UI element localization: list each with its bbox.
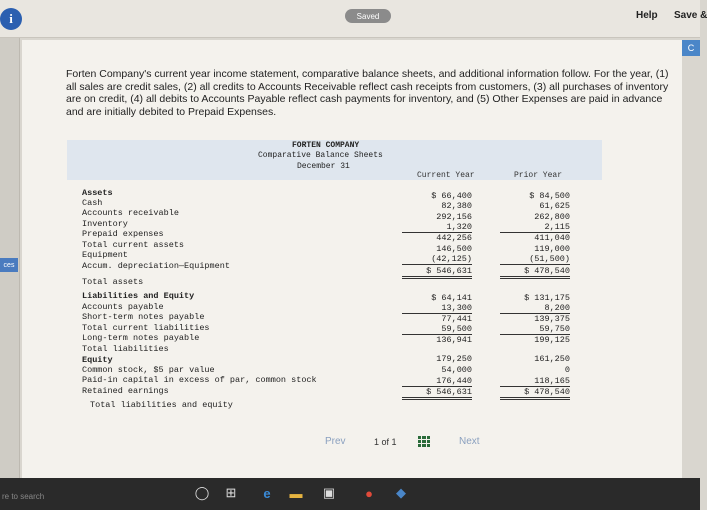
row-label: Equipment (82, 250, 128, 260)
prior-value: 262,800 (534, 212, 570, 222)
row-label: Long-term notes payable (82, 333, 200, 343)
prior-value: 199,125 (534, 335, 570, 345)
row-label: Total liabilities and equity (90, 400, 233, 410)
row-label: Accounts receivable (82, 208, 179, 218)
current-value: $ 546,631 (402, 266, 472, 279)
left-side-panel (0, 38, 20, 478)
question-intro-text: Forten Company's current year income statement, comparative balance sheets, and additional information follow. For the year, (1) all sales are credit sales, (2) all credits to Accounts Receivable reflect cash receipts from customers, (3) all purchases of inventory are on credit, (4) all debits to Accounts Payable reflect cash payments for inventory, and (5) Other Expenses are paid in advance and are initially debited to Prepaid Expenses. (66, 68, 669, 118)
column-header-current-year: Current Year (417, 171, 475, 180)
prior-value: 0 (564, 365, 570, 375)
check-my-work-button[interactable]: C (682, 40, 700, 56)
prior-value: $ 478,540 (500, 266, 570, 279)
section-equity: Equity (82, 355, 113, 365)
current-value: $ 64,141 (431, 293, 472, 303)
references-tab[interactable]: ces (0, 258, 18, 272)
current-value: 82,380 (441, 201, 472, 211)
page-indicator: 1 of 1 (374, 437, 397, 447)
os-taskbar (0, 478, 700, 510)
prior-value: $ 478,540 (500, 387, 570, 400)
next-button[interactable]: Next (459, 436, 480, 447)
current-value: 442,256 (436, 233, 472, 243)
saved-status-badge: Saved (345, 9, 391, 23)
task-view-icon[interactable]: ⊞ (225, 485, 237, 500)
current-value: 59,500 (402, 324, 472, 335)
taskbar-search-input[interactable]: re to search (2, 491, 45, 501)
current-value: $ 546,631 (402, 387, 472, 400)
prior-value: 2,115 (500, 222, 570, 233)
file-explorer-icon[interactable]: ▬ (289, 485, 303, 501)
row-label: Accum. depreciation—Equipment (82, 261, 230, 271)
prior-value: 119,000 (534, 244, 570, 254)
row-label: Common stock, $5 par value (82, 365, 215, 375)
prior-value: 59,750 (500, 324, 570, 335)
row-label: Short-term notes payable (82, 312, 205, 322)
top-toolbar (0, 0, 707, 38)
prior-value: (51,500) (500, 254, 570, 265)
statement-date: December 31 (297, 162, 350, 171)
section-liabilities-equity: Liabilities and Equity (82, 291, 195, 301)
row-label: Total current liabilities (82, 323, 210, 333)
cortana-icon[interactable]: ◯ (194, 485, 210, 500)
chrome-icon[interactable]: ● (365, 485, 373, 501)
row-label: Total liabilities (82, 344, 169, 354)
prior-value: 139,375 (534, 314, 570, 324)
current-value: 77,441 (441, 314, 472, 324)
info-icon[interactable]: i (0, 8, 22, 30)
prior-value: 161,250 (534, 354, 570, 364)
statement-title: Comparative Balance Sheets (258, 151, 383, 160)
app-icon[interactable]: ◆ (396, 485, 406, 500)
prior-value: $ 131,175 (524, 293, 570, 303)
current-value: $ 66,400 (431, 191, 472, 201)
edge-browser-icon[interactable]: e (263, 485, 271, 501)
current-value: 176,440 (402, 376, 472, 387)
current-value: 292,156 (436, 212, 472, 222)
row-label: Paid-in capital in excess of par, common stock (82, 375, 317, 385)
help-button[interactable]: Help (636, 10, 658, 21)
prior-value: 118,165 (500, 376, 570, 387)
prior-value: 8,200 (500, 303, 570, 314)
row-label: Accounts payable (82, 302, 164, 312)
row-label: Inventory (82, 219, 128, 229)
prev-button[interactable]: Prev (325, 436, 346, 447)
current-value: 136,941 (436, 335, 472, 345)
row-label: Cash (82, 198, 103, 208)
current-value: (42,125) (402, 254, 472, 265)
current-value: 13,300 (402, 303, 472, 314)
row-label: Retained earnings (82, 386, 169, 396)
prior-value: 61,625 (539, 201, 570, 211)
current-value: 1,320 (402, 222, 472, 233)
prior-value: 411,040 (534, 233, 570, 243)
row-label: Prepaid expenses (82, 229, 164, 239)
current-value: 146,500 (436, 244, 472, 254)
column-header-prior-year: Prior Year (514, 171, 563, 180)
question-content (22, 40, 682, 478)
row-label: Total current assets (82, 240, 185, 250)
current-value: 179,250 (436, 354, 472, 364)
row-label: Total assets (82, 277, 144, 287)
company-name: FORTEN COMPANY (292, 141, 360, 150)
save-exit-button[interactable]: Save & (674, 10, 707, 21)
page-grid-icon[interactable] (418, 436, 430, 447)
current-value: 54,000 (441, 365, 472, 375)
store-icon[interactable]: ▣ (322, 485, 336, 500)
prior-value: $ 84,500 (529, 191, 570, 201)
section-assets: Assets (82, 188, 113, 198)
